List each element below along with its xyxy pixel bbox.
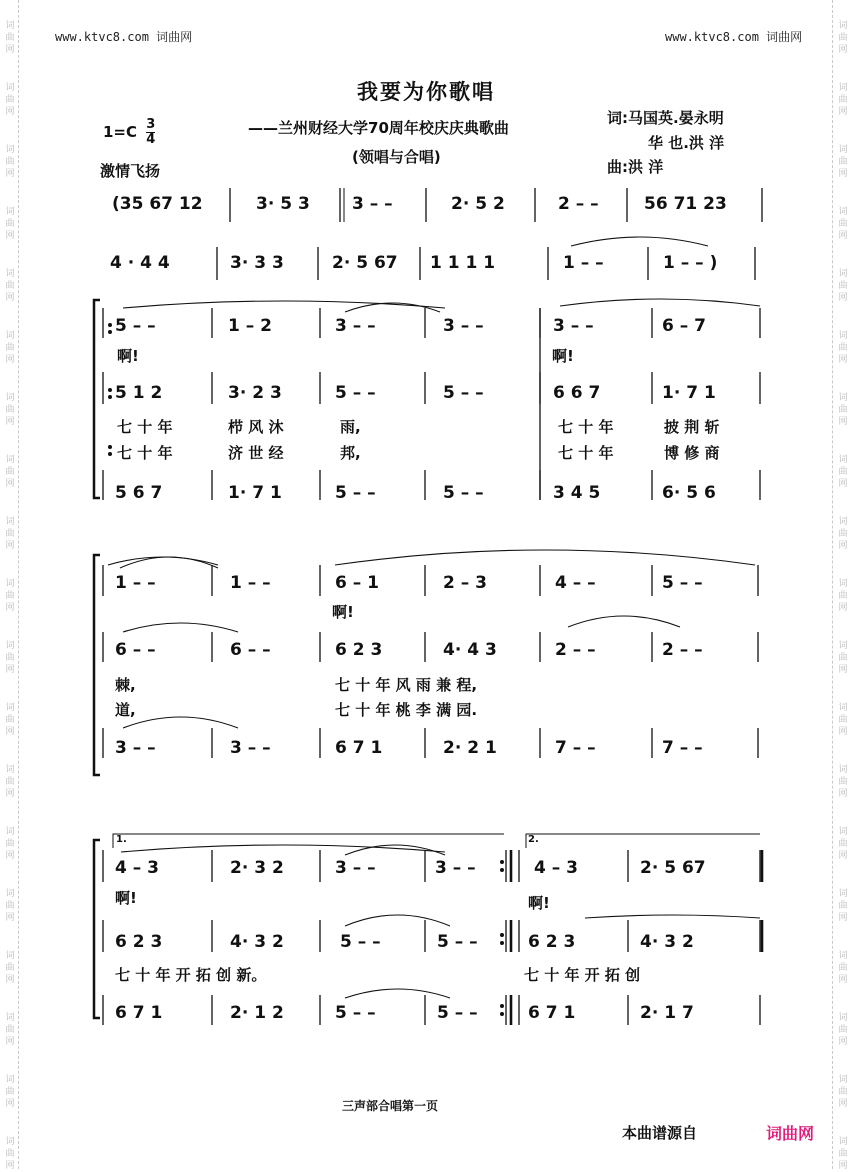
watermark-text: 词 曲 网 [5, 269, 15, 303]
lead-measure: 3 – – [335, 858, 376, 878]
slur-arc [571, 237, 708, 246]
intro-measure: 1 – – [563, 253, 604, 273]
low-measure: 6 7 1 [115, 1003, 163, 1023]
intro-measure: 1 – – ) [663, 253, 718, 273]
repeat-dot [109, 396, 112, 399]
key-label: 1=C [103, 123, 138, 141]
lyric-verse2: 博 修 商 [664, 444, 720, 462]
mid-measure: 2 – – [555, 640, 596, 660]
time-sig-bottom: 4 [146, 132, 156, 147]
mid-measure: 5 1 2 [115, 383, 163, 403]
lyric-verse2: 七 十 年 [558, 444, 614, 462]
lyric-verse1: 七 十 年 [558, 418, 614, 436]
time-sig-top: 3 [146, 117, 156, 132]
intro-measure: 2 – – [558, 194, 599, 214]
header-site-left[interactable]: www.ktvc8.com 词曲网 [55, 30, 193, 44]
watermark-text: 词 曲 网 [5, 83, 15, 117]
watermark-text: 词 曲 网 [5, 393, 15, 427]
low-measure: 2· 1 7 [640, 1003, 694, 1023]
lyric-verse2: 济 世 经 [228, 444, 284, 462]
lead-measure: 2· 5 67 [640, 858, 706, 878]
low-measure: 1· 7 1 [228, 483, 282, 503]
system-bracket [94, 555, 100, 775]
watermark-text: 词 曲 网 [5, 517, 15, 551]
repeat-dot [109, 331, 112, 334]
watermark-text: 词 曲 网 [838, 951, 848, 985]
watermark-text: 词 曲 网 [838, 331, 848, 365]
lead-measure: 5 – – [115, 316, 156, 336]
lyric-verse2: 邦, [340, 444, 361, 462]
lead-lyric: 啊! [552, 347, 574, 365]
lead-measure: 2 – 3 [443, 573, 487, 593]
low-measure: 5 – – [437, 1003, 478, 1023]
slur-arc [123, 623, 238, 632]
lyric-verse2: 七 十 年 桃 李 满 园. [335, 701, 478, 719]
watermark-text: 词 曲 网 [5, 641, 15, 675]
lead-measure: 1 – 2 [228, 316, 272, 336]
lead-measure: 4 – 3 [534, 858, 578, 878]
low-measure: 5 – – [443, 483, 484, 503]
lead-measure: 6 – 1 [335, 573, 379, 593]
mid-measure: 3· 2 3 [228, 383, 282, 403]
mid-measure: 6 6 7 [553, 383, 601, 403]
intro-measure: 3 – – [352, 194, 393, 214]
watermark-text: 词 曲 网 [838, 393, 848, 427]
lead-measure: 3 – – [435, 858, 476, 878]
watermark-text: 词 曲 网 [5, 1013, 15, 1047]
mid-measure: 5 – – [443, 383, 484, 403]
lead-measure: 2· 3 2 [230, 858, 284, 878]
intro-measure: 1 1 1 1 [430, 253, 496, 273]
watermark-text: 词 曲 网 [838, 703, 848, 737]
watermark-text: 词 曲 网 [5, 21, 15, 55]
low-measure: 3 – – [230, 738, 271, 758]
song-subtitle: ——兰州财经大学70周年校庆庆典歌曲 [248, 119, 509, 137]
song-subtitle-voicing: (领唱与合唱) [352, 148, 441, 166]
lead-measure: 4 – – [555, 573, 596, 593]
repeat-dot [501, 869, 504, 872]
volta-1-label: 1. [116, 834, 127, 845]
lyricist-credit-line1: 词:马国英.晏永明 [607, 109, 724, 127]
repeat-dot [501, 1005, 504, 1008]
page-note: 三声部合唱第一页 [342, 1099, 439, 1113]
watermark-text: 词 曲 网 [5, 703, 15, 737]
slur-arc [123, 301, 445, 308]
lead-lyric: 啊! [117, 347, 139, 365]
mid-measure: 1· 7 1 [662, 383, 716, 403]
lyric-verse1: 披 荆 斩 [664, 418, 720, 436]
intro-measure: 3· 5 3 [256, 194, 310, 214]
repeat-dot [501, 1013, 504, 1016]
lead-measure: 1 – – [230, 573, 271, 593]
low-measure: 2· 1 2 [230, 1003, 284, 1023]
mid-measure: 2 – – [662, 640, 703, 660]
lyric-verse1: 七 十 年 开 拓 创 新。 [115, 966, 267, 984]
lead-measure: 4 – 3 [115, 858, 159, 878]
lead-measure: 5 – – [662, 573, 703, 593]
repeat-dot [501, 861, 504, 864]
intro-measure: 2· 5 2 [451, 194, 505, 214]
watermark-text: 词 曲 网 [838, 641, 848, 675]
lead-lyric: 啊! [332, 603, 354, 621]
watermark-text: 词 曲 网 [838, 145, 848, 179]
mid-measure: 6 2 3 [115, 932, 163, 952]
watermark-text: 词 曲 网 [838, 1013, 848, 1047]
low-measure: 7 – – [555, 738, 596, 758]
lyric-verse1: 七 十 年 开 拓 创 [524, 966, 641, 984]
watermark-text: 词 曲 网 [838, 517, 848, 551]
low-measure: 3 – – [115, 738, 156, 758]
mid-measure: 4· 3 2 [640, 932, 694, 952]
intro-measure: 2· 5 67 [332, 253, 398, 273]
lead-measure: 3 – – [335, 316, 376, 336]
watermark-text: 词 曲 网 [5, 765, 15, 799]
low-measure: 2· 2 1 [443, 738, 497, 758]
lyric-verse2: 道, [115, 701, 136, 719]
low-measure: 5 – – [335, 1003, 376, 1023]
low-measure: 6· 5 6 [662, 483, 716, 503]
volta-2-bracket [526, 834, 760, 848]
watermark-text: 词 曲 网 [5, 579, 15, 613]
slur-arc [335, 550, 755, 565]
lyric-verse1: 七 十 年 [117, 418, 173, 436]
mid-measure: 4· 3 2 [230, 932, 284, 952]
watermark-text: 词 曲 网 [838, 1075, 848, 1109]
watermark-text: 词 曲 网 [5, 951, 15, 985]
lyric-verse1: 七 十 年 风 雨 兼 程, [335, 676, 478, 694]
mid-measure: 5 – – [340, 932, 381, 952]
song-title: 我要为你歌唱 [357, 80, 495, 104]
mid-measure: 5 – – [335, 383, 376, 403]
lead-measure: 3 – – [553, 316, 594, 336]
slur-arc [345, 989, 450, 998]
lyric-verse1: 栉 风 沐 [228, 418, 284, 436]
slur-arc [345, 915, 450, 926]
slur-arc [108, 557, 218, 565]
system-bracket [94, 300, 100, 498]
watermark-text: 词 曲 网 [838, 889, 848, 923]
mid-measure: 6 2 3 [528, 932, 576, 952]
lyric-verse1: 雨, [340, 418, 361, 436]
intro-measure: 4 · 4 4 [110, 253, 170, 273]
volta-1-bracket [113, 834, 504, 848]
repeat-dot [109, 453, 112, 456]
composer-credit: 曲:洪 洋 [607, 158, 664, 176]
source-label: 本曲谱源自 [622, 1124, 698, 1142]
lead-measure: 1 – – [115, 573, 156, 593]
watermark-text: 词 曲 网 [838, 207, 848, 241]
watermark-text: 词 曲 网 [838, 765, 848, 799]
repeat-dot [501, 934, 504, 937]
mid-measure: 6 – – [115, 640, 156, 660]
repeat-dot [109, 324, 112, 327]
watermark-text: 词 曲 网 [5, 889, 15, 923]
watermark-text: 词 曲 网 [838, 1137, 848, 1171]
repeat-dot [501, 942, 504, 945]
lead-lyric: 啊! [528, 894, 550, 912]
low-measure: 5 6 7 [115, 483, 163, 503]
intro-measure: (35 67 12 [112, 194, 203, 214]
header-site-right[interactable]: www.ktvc8.com 词曲网 [665, 30, 803, 44]
slur-arc [123, 717, 238, 728]
watermark-text: 词 曲 网 [838, 579, 848, 613]
low-measure: 5 – – [335, 483, 376, 503]
lead-measure: 6 – 7 [662, 316, 706, 336]
low-measure: 3 4 5 [553, 483, 601, 503]
watermark-text: 词 曲 网 [838, 21, 848, 55]
watermark-text: 词 曲 网 [838, 827, 848, 861]
lyric-verse2: 七 十 年 [117, 444, 173, 462]
intro-measure: 56 71 23 [644, 194, 727, 214]
low-measure: 6 7 1 [335, 738, 383, 758]
watermark-text: 词 曲 网 [838, 269, 848, 303]
mid-measure: 4· 4 3 [443, 640, 497, 660]
slur-arc [568, 616, 680, 627]
slur-arc [560, 299, 760, 306]
watermark-text: 词 曲 网 [5, 145, 15, 179]
watermark-text: 词 曲 网 [5, 207, 15, 241]
watermark-text: 词 曲 网 [5, 827, 15, 861]
intro-measure: 3· 3 3 [230, 253, 284, 273]
watermark-text: 词 曲 网 [5, 331, 15, 365]
repeat-dot [109, 446, 112, 449]
source-brand-link[interactable]: 词曲网 [766, 1124, 815, 1143]
low-measure: 7 – – [662, 738, 703, 758]
watermark-text: 词 曲 网 [5, 455, 15, 489]
repeat-dot [109, 389, 112, 392]
tempo-mark: 激情飞扬 [100, 162, 161, 180]
watermark-text: 词 曲 网 [838, 455, 848, 489]
lyric-verse1: 棘, [115, 676, 136, 694]
low-measure: 6 7 1 [528, 1003, 576, 1023]
lead-lyric: 啊! [115, 889, 137, 907]
watermark-text: 词 曲 网 [838, 83, 848, 117]
volta-2-label: 2. [528, 834, 539, 845]
mid-measure: 6 2 3 [335, 640, 383, 660]
mid-measure: 6 – – [230, 640, 271, 660]
lead-measure: 3 – – [443, 316, 484, 336]
slur-arc [585, 915, 760, 918]
slur-arc [121, 845, 445, 852]
system-bracket [94, 840, 100, 1018]
mid-measure: 5 – – [437, 932, 478, 952]
watermark-text: 词 曲 网 [5, 1075, 15, 1109]
lyricist-credit-line2: 华 也.洪 洋 [648, 134, 725, 152]
watermark-text: 词 曲 网 [5, 1137, 15, 1171]
